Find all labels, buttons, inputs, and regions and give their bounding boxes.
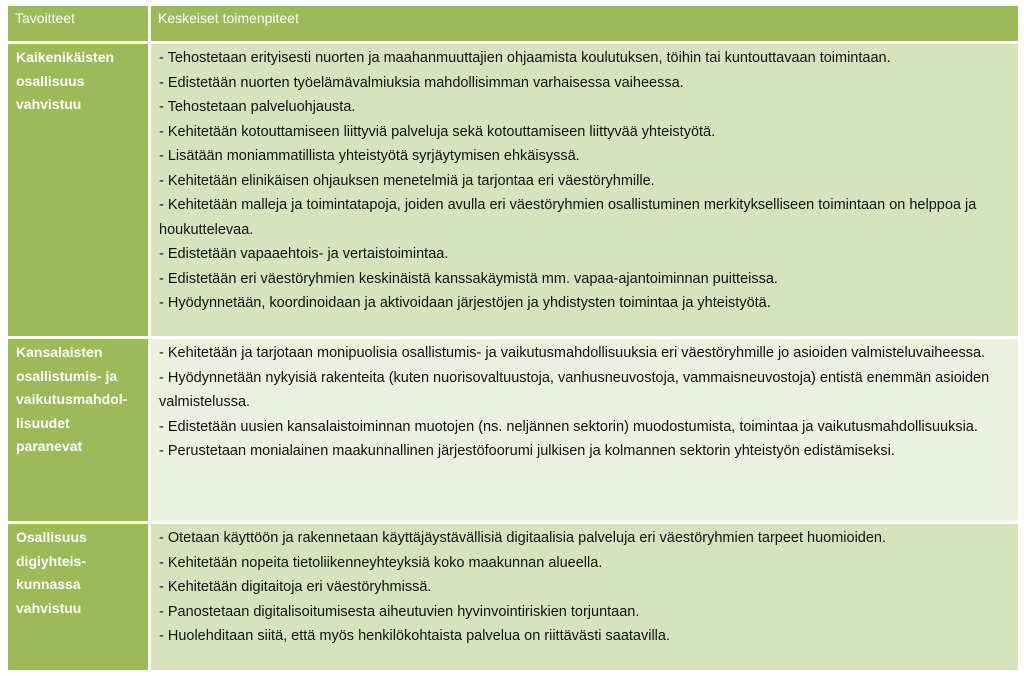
goal-cell (8, 524, 148, 670)
measures-cell (151, 524, 1018, 670)
measure-item: - Kehitetään elinikäisen ohjauksen menetelmiä ja tarjontaa eri väestöryhmille. (159, 172, 655, 189)
goal-line: vahvistuu (16, 96, 82, 112)
header-row (8, 6, 1018, 41)
goal-line: osallisuus (16, 72, 85, 89)
measure-item: - Edistetään uusien kansalaistoiminnan muotojen (ns. neljännen sektorin) muodostumista, toimintaa ja vaikutusmahdollisuuksia. (159, 418, 978, 435)
goal-cell (8, 44, 148, 336)
measure-item: - Tehostetaan erityisesti nuorten ja maahanmuuttajien ohjaamista koulutuksen, töihin tai kuntouttavaan toimintaan. (159, 50, 891, 66)
goal-line: paranevat (16, 438, 83, 454)
measure-item: - Hyödynnetään nykyisiä rakenteita (kuten nuorisovaltuustoja, vanhusneuvostoja, vammaisneuvostoja) entistä enemmän asioiden valmistelussa. (159, 369, 990, 410)
measure-item: - Lisätään moniammatillista yhteistyötä syrjäytymisen ehkäisyssä. (159, 148, 580, 164)
measure-item: - Huolehditaan siitä, että myös henkilökohtaista palvelua on riittävästi saatavilla. (159, 628, 670, 644)
measures-cell (151, 44, 1018, 336)
goal-line: Kaikenikäisten (16, 49, 115, 65)
measure-item: - Kehitetään ja tarjotaan monipuolisia osallistumis- ja vaikutusmahdollisuuksia eri väestöryhmille jo asioiden valmisteluvaiheessa. (159, 345, 986, 361)
measure-item: - Kehitetään digitaitoja eri väestöryhmissä. (159, 579, 432, 595)
goal-cell (8, 339, 148, 521)
goal-line: digiyhteis- (16, 552, 87, 569)
goal-line: lisuudet (16, 414, 70, 431)
measure-item: - Tehostetaan palveluohjausta. (159, 99, 356, 115)
goals-measures-table (8, 6, 1018, 673)
goal-line: kunnassa (16, 576, 81, 592)
measure-item: - Kehitetään kotouttamiseen liittyviä palveluja sekä kotouttamiseen liittyvää yhteistyötä. (159, 123, 716, 140)
measure-item: - Otetaan käyttöön ja rakennetaan käyttäjäystävällisiä digitaalisia palveluja eri väestöryhmien tarpeet huomioiden. (159, 530, 887, 546)
goal-line: Osallisuus (16, 529, 87, 545)
table-row (8, 524, 1018, 670)
table-row (8, 44, 1018, 336)
measure-item: - Edistetään nuorten työelämävalmiuksia mahdollisimman varhaisessa vaiheessa. (159, 74, 684, 91)
goal-line: vaikutusmahdol- (16, 391, 128, 407)
header-measures: Keskeiset toimenpiteet (151, 6, 1018, 41)
measure-item: - Panostetaan digitalisoitumisesta aiheutuvien hyvinvointiriskien torjuntaan. (159, 603, 640, 620)
goal-line: osallistumis- ja (16, 367, 118, 384)
goal-line: vahvistuu (16, 599, 82, 616)
measure-item: - Edistetään vapaaehtois- ja vertaistoimintaa. (159, 246, 449, 262)
measure-item: - Kehitetään malleja ja toimintatapoja, joiden avulla eri väestöryhmien osallistuminen merkitykselliseen toimintaan on helppoa ja houkuttelevaa. (159, 197, 977, 238)
measure-item: - Edistetään eri väestöryhmien keskinäistä kanssakäymistä mm. vapaa-ajantoiminnan puitteissa. (159, 270, 778, 287)
measure-item: - Hyödynnetään, koordinoidaan ja aktivoidaan järjestöjen ja yhdistysten toimintaa ja yhteistyötä. (159, 295, 771, 311)
goal-line: Kansalaisten (16, 344, 103, 360)
table-row (8, 339, 1018, 521)
measures-cell (151, 339, 1018, 521)
measure-item: - Perustetaan monialainen maakunnallinen järjestöfoorumi julkisen ja kolmannen sektorin yhteistyön edistämiseksi. (159, 443, 895, 459)
header-goals: Tavoitteet (8, 6, 148, 41)
measure-item: - Kehitetään nopeita tietoliikenneyhteyksiä koko maakunnan alueella. (159, 554, 603, 571)
